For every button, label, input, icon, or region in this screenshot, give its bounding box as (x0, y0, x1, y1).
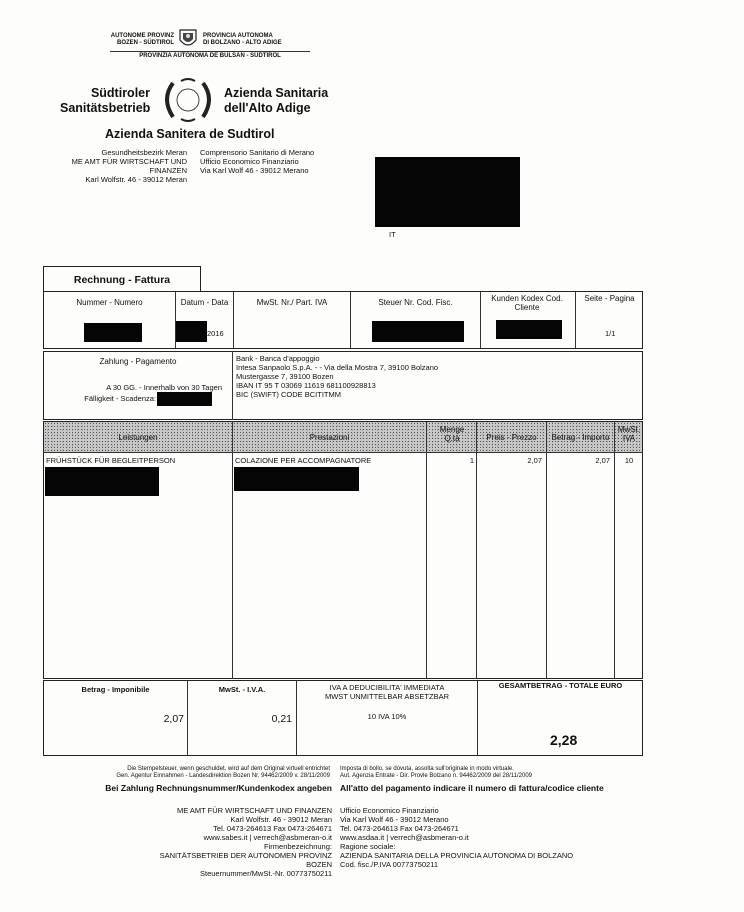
deduct-rate: 10 IVA 10% (367, 712, 407, 721)
taxable-label: Betrag - Imponibile (81, 685, 150, 694)
contact-de-0: ME AMT FÜR WIRTSCHAFT UND FINANZEN (176, 806, 332, 815)
hdr-number: Nummer - Numero (76, 298, 143, 307)
page-value: 1/1 (605, 329, 616, 338)
stamp-de-2: Gen. Agentur Einnahmen - Landesdirektion Bozen Nr. 94462/2009 v. 28/11/2009 (116, 773, 330, 779)
contact-it-4: Ragione sociale: (340, 842, 396, 851)
hdr-date: Datum - Data (180, 298, 229, 307)
taxable-value: 2,07 (163, 713, 184, 725)
payment-label: Zahlung - Pagamento (99, 357, 177, 366)
dept-de-1: ME AMT FÜR WIRTSCHAFT UND (71, 157, 187, 166)
recipient-address-redaction (375, 157, 520, 227)
province-de-line2: BOZEN - SÜDTIROL (117, 40, 174, 46)
contact-de-3: www.sabes.it | verrech@asbmeran-o.it (203, 833, 332, 842)
organization-logo (159, 75, 217, 125)
deduct-line-2: MWST UNMITTELBAR ABSETZBAR (324, 692, 450, 701)
org-it-line2: dell'Alto Adige (224, 101, 311, 115)
hdr-amount: Betrag - Importo (551, 433, 610, 442)
item-desc-de: FRÜHSTÜCK FÜR BEGLEITPERSON (46, 456, 176, 465)
item-detail-it-redaction (234, 467, 359, 491)
org-de-line2: Sanitätsbetrieb (60, 101, 151, 115)
contact-it-1: Via Karl Wolf 46 - 39012 Merano (340, 815, 449, 824)
due-date-redaction (157, 392, 212, 406)
item-price: 2,07 (527, 456, 542, 465)
contact-it-6: Cod. fisc./P.IVA 00773750211 (340, 860, 438, 869)
due-label: Fälligkeit - Scadenza: (84, 394, 156, 403)
hdr-qty: Menge Q.tà (439, 425, 465, 443)
date-redaction (176, 321, 207, 342)
date-year: 2016 (207, 329, 224, 338)
bank-line-2: IBAN IT 95 T 03069 11619 681100928813 (236, 381, 376, 390)
contact-de-6: Steuernummer/MwSt.-Nr. 00773750211 (199, 869, 332, 878)
hdr-tax: Steuer Nr. Cod. Fisc. (378, 298, 453, 307)
bank-line-0: Intesa Sanpaolo S.p.A. - - Via della Mostra 7, 39100 Bolzano (236, 363, 439, 372)
invoice-title: Rechnung - Fattura (73, 274, 171, 286)
tax-redaction (372, 321, 464, 342)
contact-de-5: SANITÄTSBETRIEB DER AUTONOMEN PROVINZ BOZEN (159, 851, 332, 869)
item-amount: 2,07 (595, 456, 610, 465)
contact-it-5: AZIENDA SANITARIA DELLA PROVINCIA AUTONOMA DI BOLZANO (340, 851, 574, 860)
total-value: 2,28 (550, 732, 578, 748)
province-it-line1: PROVINCIA AUTONOMA (203, 33, 273, 39)
hdr-vat: MwSt. Nr./ Part. IVA (256, 298, 328, 307)
org-de-line1: Südtiroler (90, 86, 150, 100)
hdr-services-it: Prestazioni (309, 433, 350, 442)
org-lad: Azienda Sanitera de Sudtirol (105, 127, 275, 141)
contact-de-1: Karl Wolfstr. 46 - 39012 Meran (230, 815, 332, 824)
province-it-line2: DI BOLZANO - ALTO ADIGE (203, 40, 282, 46)
org-it-line1: Azienda Sanitaria (224, 86, 329, 100)
stamp-de-1: Die Stempelsteuer, wenn geschuldet, wird auf dem Original virtuell entrichtet (127, 766, 330, 772)
hdr-customer: Kunden Kodex Cod. Cliente (491, 294, 563, 312)
recipient-country: IT (389, 230, 396, 239)
payment-terms: A 30 GG. - Innerhalb von 30 Tagen (106, 383, 222, 392)
province-logo (176, 28, 200, 50)
vat-label: MwSt. - I.V.A. (218, 685, 266, 694)
deduct-line-1: IVA A DEDUCIBILITA' IMMEDIATA (329, 683, 445, 692)
province-lad: PROVINZIA AUTONOMA DE BULSAN - SÜDTIROL (110, 51, 310, 60)
notice-de: Bei Zahlung Rechnungsnummer/Kundenkodex angeben (105, 783, 332, 793)
stamp-it-1: Imposta di bollo, se dovuta, assolta sull'originale in modo virtuale. (340, 766, 514, 772)
bank-label: Bank - Banca d'appoggio (236, 354, 320, 363)
contact-it-3: www.asdaa.it | verrech@asbmeran-o.it (340, 833, 469, 842)
dept-de-0: Gesundheitsbezirk Meran (101, 148, 187, 157)
dept-it-0: Comprensorio Sanitario di Merano (200, 148, 315, 157)
dept-it-2: Via Karl Wolf 46 - 39012 Merano (200, 166, 309, 175)
health-logo-icon (159, 75, 217, 125)
hdr-item-vat: MwSt. IVA (617, 425, 641, 443)
hdr-services-de: Leistungen (118, 433, 158, 442)
notice-it: All'atto del pagamento indicare il numero di fattura/codice cliente (340, 783, 604, 793)
dept-de-3: Karl Wolfstr. 46 - 39012 Meran (85, 175, 187, 184)
contact-it-2: Tel. 0473-264613 Fax 0473-264671 (340, 824, 459, 833)
number-redaction (84, 323, 142, 342)
vat-value: 0,21 (271, 713, 292, 725)
dept-it-1: Ufficio Economico Finanziario (200, 157, 299, 166)
customer-redaction (496, 320, 562, 339)
stamp-it-2: Aut. Agenzia Entrate - Dir. Provle Bolzano n. 94462/2009 del 28/11/2009 (340, 773, 533, 779)
item-vat: 10 (624, 456, 634, 465)
province-de-line1: AUTONOME PROVINZ (110, 33, 174, 39)
contact-it-0: Ufficio Economico Finanziario (340, 806, 439, 815)
bank-line-3: BIC (SWIFT) CODE BCITITMM (236, 390, 341, 399)
item-qty: 1 (469, 456, 474, 465)
item-detail-de-redaction (45, 467, 159, 496)
item-desc-it: COLAZIONE PER ACCOMPAGNATORE (235, 456, 372, 465)
invoice-title-tab (43, 266, 201, 292)
bank-line-1: Mustergasse 7, 39100 Bozen (236, 372, 334, 381)
hdr-page: Seite - Pagina (584, 294, 635, 303)
total-label: GESAMTBETRAG - TOTALE EURO (498, 681, 623, 690)
coat-of-arms-icon (176, 28, 200, 50)
contact-de-2: Tel. 0473-264613 Fax 0473-264671 (213, 824, 332, 833)
dept-de-2: FINANZEN (149, 166, 187, 175)
hdr-price: Preis - Prezzo (486, 433, 537, 442)
contact-de-4: Firmenbezeichnung: (264, 842, 332, 851)
